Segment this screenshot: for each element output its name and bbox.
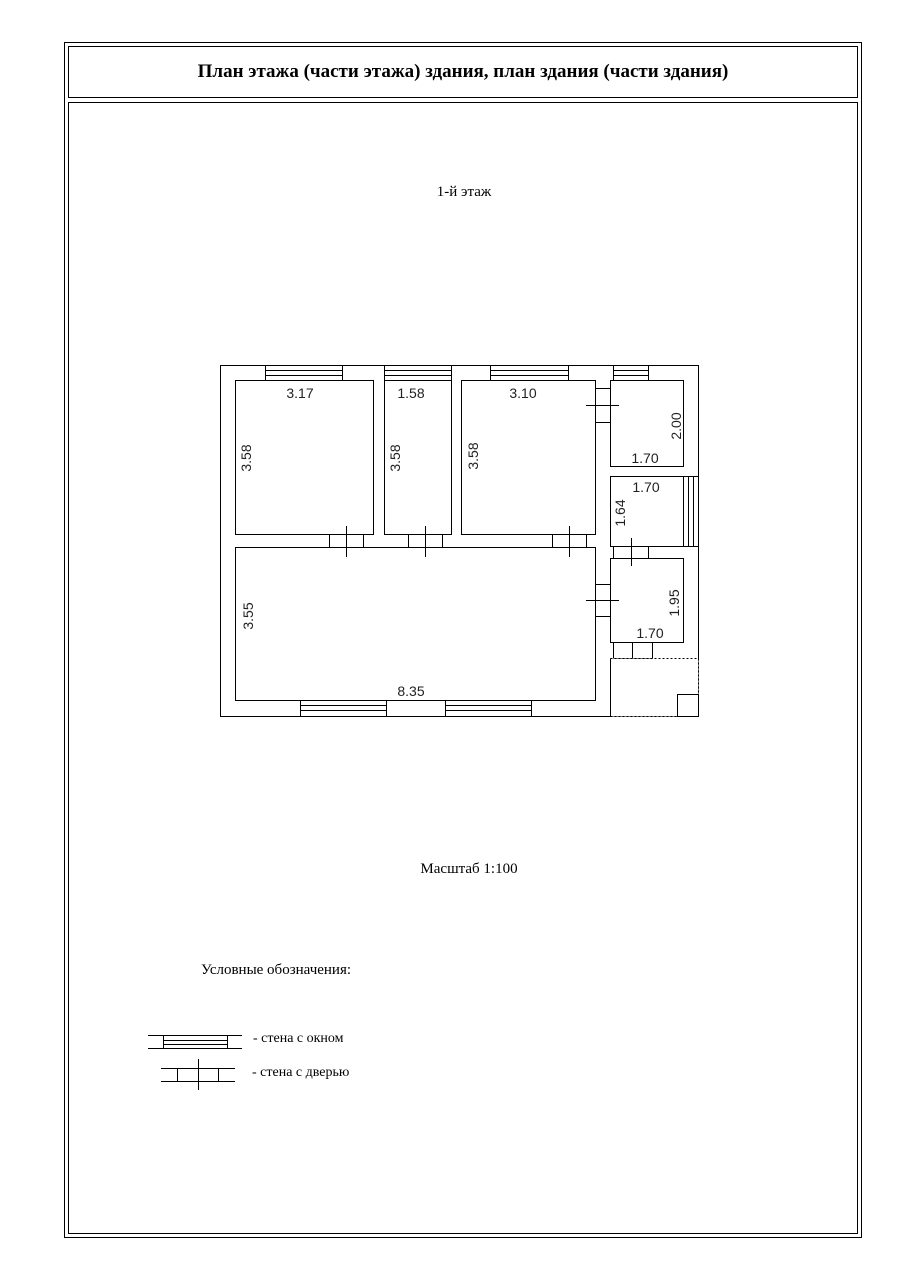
door-6 (586, 585, 619, 617)
window-7 (445, 701, 532, 717)
dim-room2-height: 3.58 (387, 444, 403, 472)
dim-room6-height: 1.95 (666, 589, 682, 617)
room-1 (236, 381, 374, 535)
window-1 (265, 366, 343, 381)
room-3 (462, 381, 596, 535)
door-3 (553, 526, 587, 557)
dim-room2-width: 1.58 (397, 385, 425, 401)
window-4 (613, 366, 649, 381)
dim-room4-height: 2.00 (668, 412, 684, 440)
window-wall-symbol (148, 1035, 242, 1049)
dim-room3-width: 3.10 (509, 385, 537, 401)
door-5 (614, 538, 649, 566)
floor-label: 1-й этаж (436, 184, 492, 200)
door-1 (330, 526, 364, 557)
door-2 (409, 526, 443, 557)
scale-label: Масштаб 1:100 (420, 861, 518, 877)
dim-room5-width: 1.70 (632, 479, 660, 495)
porch (611, 659, 699, 717)
dim-room3-height: 3.58 (465, 442, 481, 470)
dim-room6-width: 1.70 (636, 625, 664, 641)
legend-window-label: - стена с окном (253, 1031, 344, 1046)
dim-room4-width: 1.70 (631, 450, 659, 466)
dim-room7-width: 8.35 (397, 683, 425, 699)
dim-room1-width: 3.17 (286, 385, 314, 401)
door-7 (614, 643, 653, 659)
page-title: План этажа (части этажа) здания, план здания (части здания) (197, 61, 729, 82)
dim-room7-height: 3.55 (240, 602, 256, 630)
window-6 (300, 701, 387, 717)
dim-room1-height: 3.58 (238, 444, 254, 472)
door-wall-symbol (161, 1059, 235, 1090)
dim-room5-height: 1.64 (612, 499, 628, 527)
door-4 (586, 389, 619, 423)
legend-title: Условные обозначения: (201, 962, 352, 978)
window-3 (490, 366, 569, 381)
room-7 (236, 548, 596, 701)
window-5 (684, 476, 699, 547)
legend-door-label: - стена с дверью (252, 1065, 350, 1080)
window-2 (384, 366, 452, 381)
